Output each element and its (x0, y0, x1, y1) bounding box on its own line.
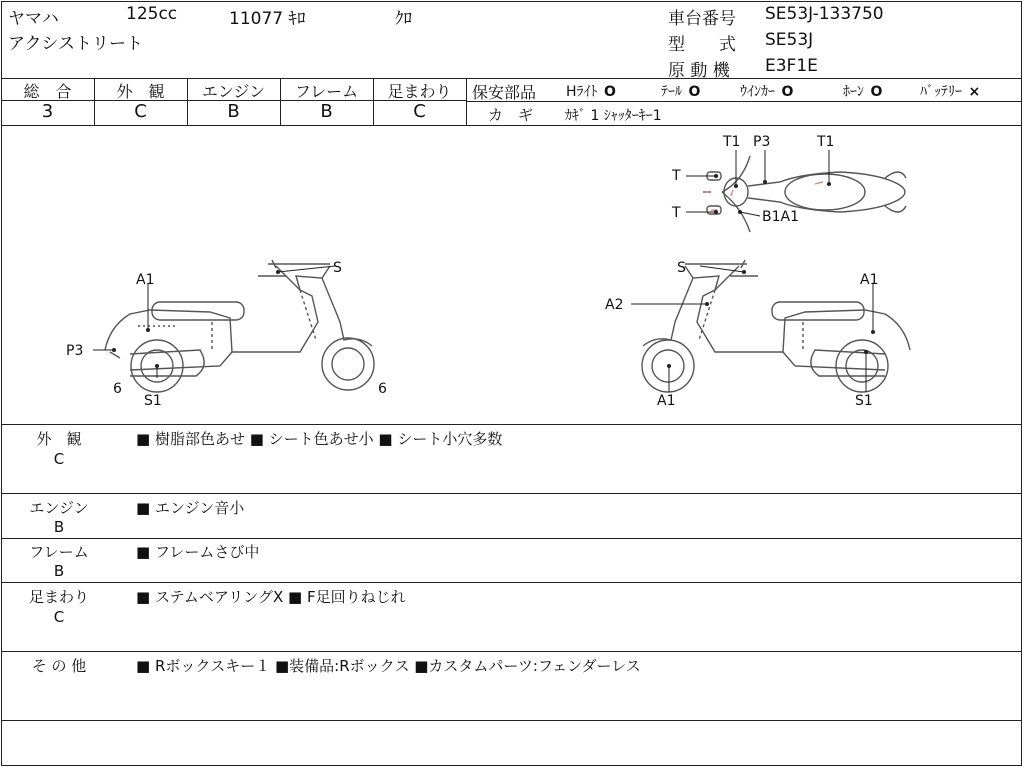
score-label-exterior: 外 観 (116, 82, 165, 101)
detail-grade-engine: B (53, 518, 65, 536)
displacement: 125cc (126, 4, 178, 24)
divider (1, 493, 1022, 494)
score-label-overall: 総 合 (23, 82, 72, 101)
detail-title-suspension: 足まわり (28, 588, 89, 606)
safety-item-horn (843, 81, 882, 101)
damage-label: T (672, 205, 681, 221)
damage-label: 6 (378, 381, 387, 397)
model-name: アクシストリート (8, 34, 143, 54)
type-value: SE53J (765, 30, 814, 50)
damage-label: B1A1 (762, 209, 799, 225)
safety-item-name: ｳｲﾝｶｰ (740, 84, 775, 100)
detail-notes-exterior: ■ 樹脂部色あせ ■ シート色あせ小 ■ シート小穴多数 (136, 430, 503, 448)
damage-label: T1 (723, 134, 741, 150)
damage-label: A1 (136, 272, 155, 288)
detail-title-frame: フレーム (29, 543, 89, 561)
safety-item-battery (920, 81, 980, 101)
detail-notes-frame: ■ フレームさび中 (136, 543, 260, 561)
score-label-frame: フレーム (294, 82, 359, 101)
damage-label: A2 (605, 297, 624, 313)
safety-item-headlight (566, 81, 616, 101)
safety-item-winker (740, 81, 793, 101)
engine-label: 原 動 機 (668, 61, 730, 81)
safety-parts-label: 保安部品 (472, 83, 537, 102)
key-value: ｶｷﾞ 1 ｼｬｯﾀｰｷｰ1 (565, 108, 662, 124)
divider (1, 582, 1022, 583)
divider (1, 424, 1022, 425)
score-label-engine: エンジン (201, 82, 266, 101)
score-suspension: C (413, 101, 426, 122)
safety-item-name: ﾎｰﾝ (843, 84, 864, 100)
damage-label: A1 (860, 272, 879, 288)
damage-label: P3 (66, 343, 84, 359)
damage-diagram (0, 126, 1022, 424)
detail-notes-other: ■ Rボックスキー１ ■装備品:Rボックス ■カスタムパーツ:フェンダーレス (136, 657, 641, 675)
score-overall: 3 (41, 101, 54, 122)
mileage: 11077 ｷﾛ (229, 9, 306, 29)
maker: ヤマハ (8, 9, 59, 29)
detail-title-engine: エンジン (29, 499, 89, 517)
safety-item-name: ﾊﾞｯﾃﾘｰ (920, 84, 962, 100)
detail-grade-suspension: C (53, 608, 65, 626)
safety-item-taillight (661, 81, 700, 101)
engine-value: E3F1E (765, 56, 818, 76)
damage-label: S (333, 260, 342, 276)
damage-label: S (677, 260, 686, 276)
status-mark: O (870, 84, 883, 100)
detail-notes-suspension: ■ ステムベアリングX ■ F足回りねじれ (136, 588, 406, 606)
detail-title-exterior: 外 観 (36, 430, 82, 448)
status-mark: O (603, 84, 616, 100)
divider (1, 720, 1022, 721)
frame-no-label: 車台番号 (668, 9, 736, 29)
status-mark: × (968, 84, 981, 100)
damage-label: S1 (855, 393, 873, 409)
divider (1, 651, 1022, 652)
damage-label: T1 (817, 134, 835, 150)
detail-notes-engine: ■ エンジン音小 (136, 499, 245, 517)
status-mark: O (781, 84, 794, 100)
damage-label: 6 (113, 381, 122, 397)
safety-item-name: ﾃｰﾙ (661, 84, 682, 100)
damage-label: P3 (753, 134, 771, 150)
type-label: 型 式 (668, 35, 736, 55)
detail-grade-frame: B (53, 562, 65, 580)
score-engine: B (227, 101, 240, 122)
divider (466, 78, 467, 125)
score-label-suspension: 足まわり (387, 82, 452, 101)
score-frame: B (320, 101, 333, 122)
scooter-top-view (703, 156, 906, 232)
divider (467, 101, 1022, 102)
damage-label: A1 (657, 393, 676, 409)
divider (1, 538, 1022, 539)
status-mark: O (688, 84, 701, 100)
score-exterior: C (134, 101, 147, 122)
frame-no: SE53J-133750 (765, 4, 884, 24)
body-color: ｸﾛ (395, 9, 412, 29)
detail-title-other: そ の 他 (31, 657, 87, 675)
damage-label: T (672, 168, 681, 184)
key-label: カ ギ (488, 106, 534, 124)
damage-label: S1 (144, 393, 162, 409)
detail-grade-exterior: C (53, 450, 65, 468)
safety-item-name: Hﾗｲﾄ (566, 84, 598, 100)
